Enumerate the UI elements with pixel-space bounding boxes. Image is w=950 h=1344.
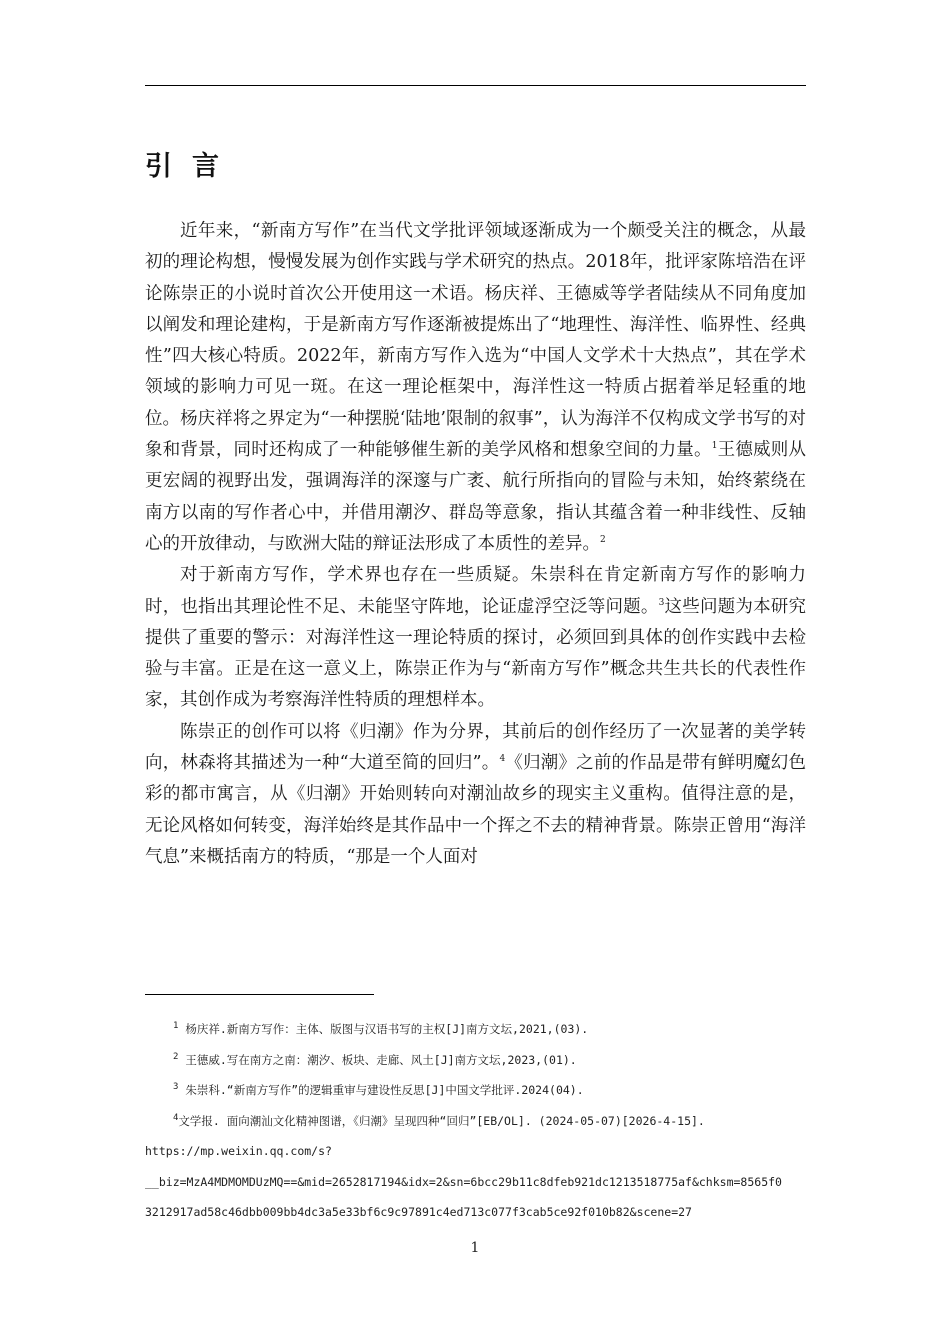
footnote-4 <box>145 1106 806 1137</box>
paragraph-3-text-a: 陈崇正的创作可以将《归潮》作为分界，其前后的创作经历了一次显著的美学转向，林森将其描述为一种“大道至简的回归”。 <box>145 721 806 774</box>
section-heading: 引言 <box>145 151 239 182</box>
footnote-3 <box>145 1075 806 1106</box>
footnote-ref-2[interactable]: 2 <box>600 535 606 546</box>
footnote-ref-3[interactable]: 3 <box>658 597 665 608</box>
body-text <box>145 216 806 873</box>
footnote-number: 3 <box>173 1082 179 1093</box>
header-rule <box>145 85 806 86</box>
footnote-ref-1[interactable]: 1 <box>711 441 718 452</box>
paragraph-1-text-b: 王德威则从更宏阔的视野出发，强调海洋的深邃与广袤、航行所指向的冒险与未知，始终萦绕在南方以南的写作者心中，并借用潮汐、群岛等意象，指认其蕴含着一种非线性、反轴心的开放律动，与欧洲大陆的辩证法形成了本质性的差异。 <box>145 440 807 554</box>
footnotes <box>145 1014 806 1228</box>
paragraph-2-text-b: 这些问题为本研究提供了重要的警示：对海洋性这一理论特质的探讨，必须回到具体的创作实践中去检验与丰富。正是在这一意义上，陈崇正作为与“新南方写作”概念共生共长的代表性作家，其创作成为考察海洋性特质的理想样本。 <box>145 596 807 711</box>
paragraph-1 <box>145 216 806 560</box>
footnote-text: 杨庆祥.新南方写作：主体、版图与汉语书写的主权[J]南方文坛,2021,(03). <box>185 1022 589 1036</box>
footnote-ref-4[interactable]: 4 <box>499 754 506 765</box>
footnote-4-url-line-1[interactable] <box>145 1136 806 1167</box>
footnote-number: 2 <box>173 1051 179 1062</box>
footnote-number: 4 <box>173 1112 179 1123</box>
footnote-separator <box>145 994 374 995</box>
footnote-text: 王德威.写在南方之南：潮汐、板块、走廊、风土[J]南方文坛,2023,(01). <box>185 1052 577 1067</box>
footnote-text: 朱崇科.“新南方写作”的逻辑重审与建设性反思[J]中国文学批评.2024(04). <box>185 1083 584 1097</box>
footnote-4-url-line-3[interactable] <box>145 1197 806 1228</box>
paragraph-1-text-a: 近年来，“新南方写作”在当代文学批评领域逐渐成为一个颇受关注的概念，从最初的理论构想，慢慢发展为创作实践与学术研究的热点。2018年，批评家陈培浩在评论陈崇正的小说时首次公开使用这一术语。杨庆祥、王德威等学者陆续从不同角度加以阐发和理论建构，于是新南方写作逐渐被提炼出了“地理性、海洋性、临界性、经典性”四大核心特质。2022年，新南方写作入选为“中国人文学术十大热点”，其在学术领域的影响力可见一斑。在这一理论框架中，海洋性这一特质占据着举足轻重的地位。杨庆祥将之界定为“一种摆脱‘陆地’限制的叙事”，认为海洋不仅构成文学书写的对象和背景，同时还构成了一种能够催生新的美学风格和想象空间的力量。 <box>145 221 806 461</box>
footnote-number: 1 <box>173 1021 179 1032</box>
footnote-1 <box>145 1014 806 1045</box>
paragraph-3 <box>145 717 806 873</box>
footnote-4-url-line-2[interactable] <box>145 1167 806 1198</box>
paragraph-2 <box>145 560 806 716</box>
page-number: 1 <box>470 1240 480 1256</box>
footnote-url[interactable]: __biz=MzA4MDMOMDUzMQ==&mid=2652817194&idx=2&sn=6bcc29b11c8dfeb921dc1213518775af&chksm=8565f0 <box>145 1174 782 1189</box>
footnote-text: 文学报. 面向潮汕文化精神图谱，《归潮》呈现四种“回归”[EB/OL]. (2024-05-07)[2026-4-15]. <box>178 1113 705 1128</box>
footnote-url[interactable]: 3212917ad58c46dbb009bb4dc3a5e33bf6c9c97891c4ed713c077f3cab5ce92f010b82&scene=27 <box>145 1205 692 1219</box>
footnote-2 <box>145 1045 806 1076</box>
paragraph-2-text-a: 对于新南方写作，学术界也存在一些质疑。朱崇科在肯定新南方写作的影响力时，也指出其理论性不足、未能坚守阵地，论证虚浮空泛等问题。 <box>145 565 806 617</box>
paragraph-3-text-b: 《归潮》之前的作品是带有鲜明魔幻色彩的都市寓言，从《归潮》开始则转向对潮汕故乡的现实主义重构。值得注意的是，无论风格如何转变，海洋始终是其作品中一个挥之不去的精神背景。陈崇正曾用“海洋气息”来概括南方的特质，“那是一个人面对 <box>145 753 806 867</box>
footnote-url[interactable]: https://mp.weixin.qq.com/s? <box>145 1144 332 1158</box>
